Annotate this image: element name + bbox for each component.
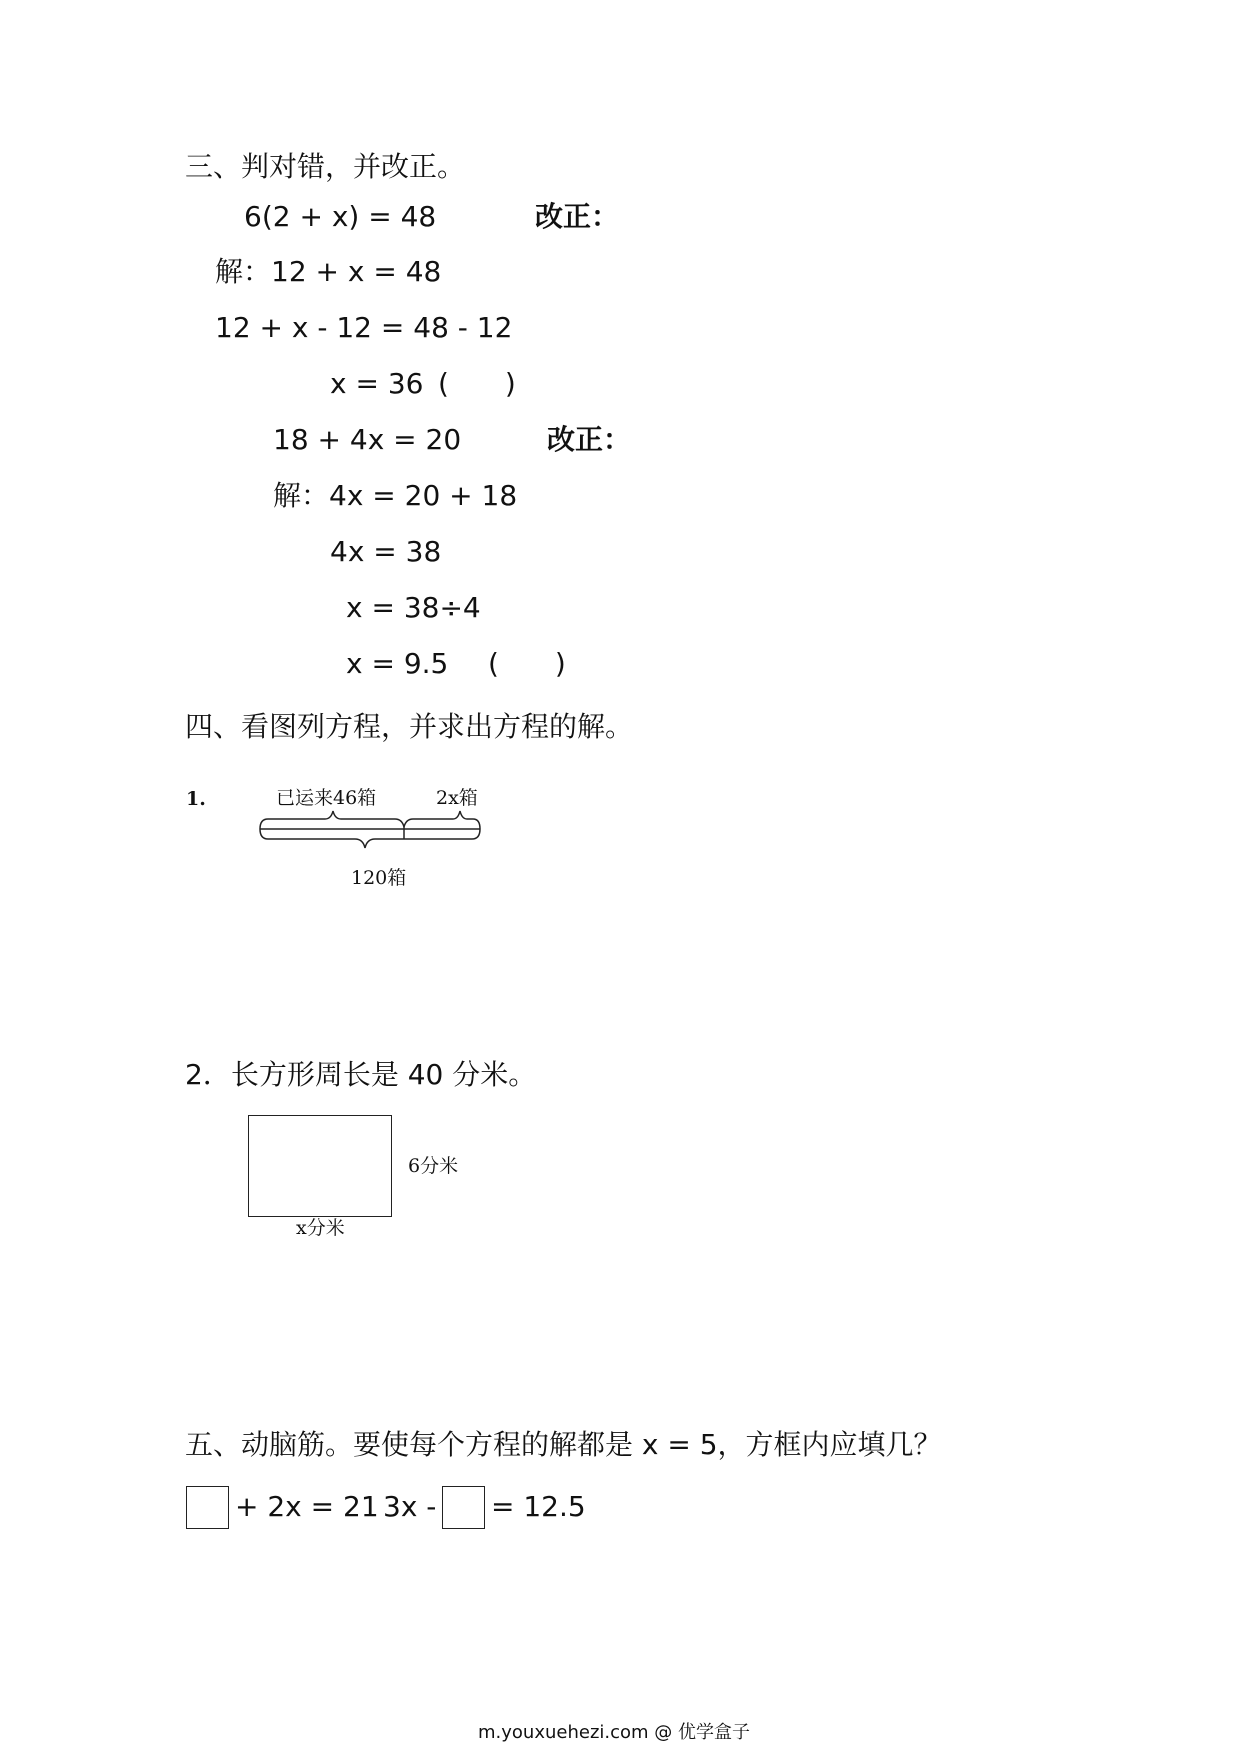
question2-text: 2．长方形周长是 40 分米。 [185, 1058, 537, 1091]
section5-heading: 五、动脑筋。要使每个方程的解都是 x = 5，方框内应填几？ [185, 1428, 942, 1461]
problem2-step2: 4x = 38 [330, 535, 442, 568]
problem2-equation: 18 + 4x = 20 [273, 423, 462, 456]
section3-heading: 三、判对错，并改正。 [185, 150, 466, 183]
rectangle-length-label: x分米 [296, 1217, 345, 1239]
segment-brace-diagram [255, 805, 495, 865]
section4-heading: 四、看图列方程，并求出方程的解。 [185, 710, 634, 743]
rectangle-width-label: 6分米 [408, 1155, 459, 1177]
problem1-step1: 解：12 + x = 48 [215, 255, 442, 288]
problem2-step4: x = 9.5 [346, 647, 449, 680]
equation1-tail: + 2x = 21 [235, 1490, 379, 1523]
problem2-step3: x = 38÷4 [346, 591, 481, 624]
problem2-step1: 解：4x = 20 + 18 [273, 479, 518, 512]
rectangle-figure [248, 1115, 392, 1217]
footer-watermark: m.youxuehezi.com @ 优学盒子 [478, 1722, 751, 1743]
problem1-step2: 12 + x - 12 = 48 - 12 [215, 311, 513, 344]
answer-box-2[interactable] [442, 1486, 485, 1529]
problem1-step3: x = 36 [330, 367, 424, 400]
problem1-judgement-paren: ( ) [438, 367, 516, 400]
answer-box-1[interactable] [186, 1486, 229, 1529]
diagram-label-2x: 2x箱 [436, 787, 478, 809]
diagram-label-shipped: 已运来46箱 [276, 787, 377, 809]
problem1-equation: 6(2 + x) = 48 [244, 200, 437, 233]
problem2-judgement-paren: ( ) [488, 647, 566, 680]
diagram-label-total: 120箱 [351, 867, 407, 889]
problem2-correction-label: 改正： [547, 423, 632, 456]
question1-number: 1. [186, 788, 206, 810]
equation2-tail: = 12.5 [491, 1490, 586, 1523]
equation2-head: 3x - [383, 1490, 437, 1523]
problem1-correction-label: 改正： [535, 200, 620, 233]
